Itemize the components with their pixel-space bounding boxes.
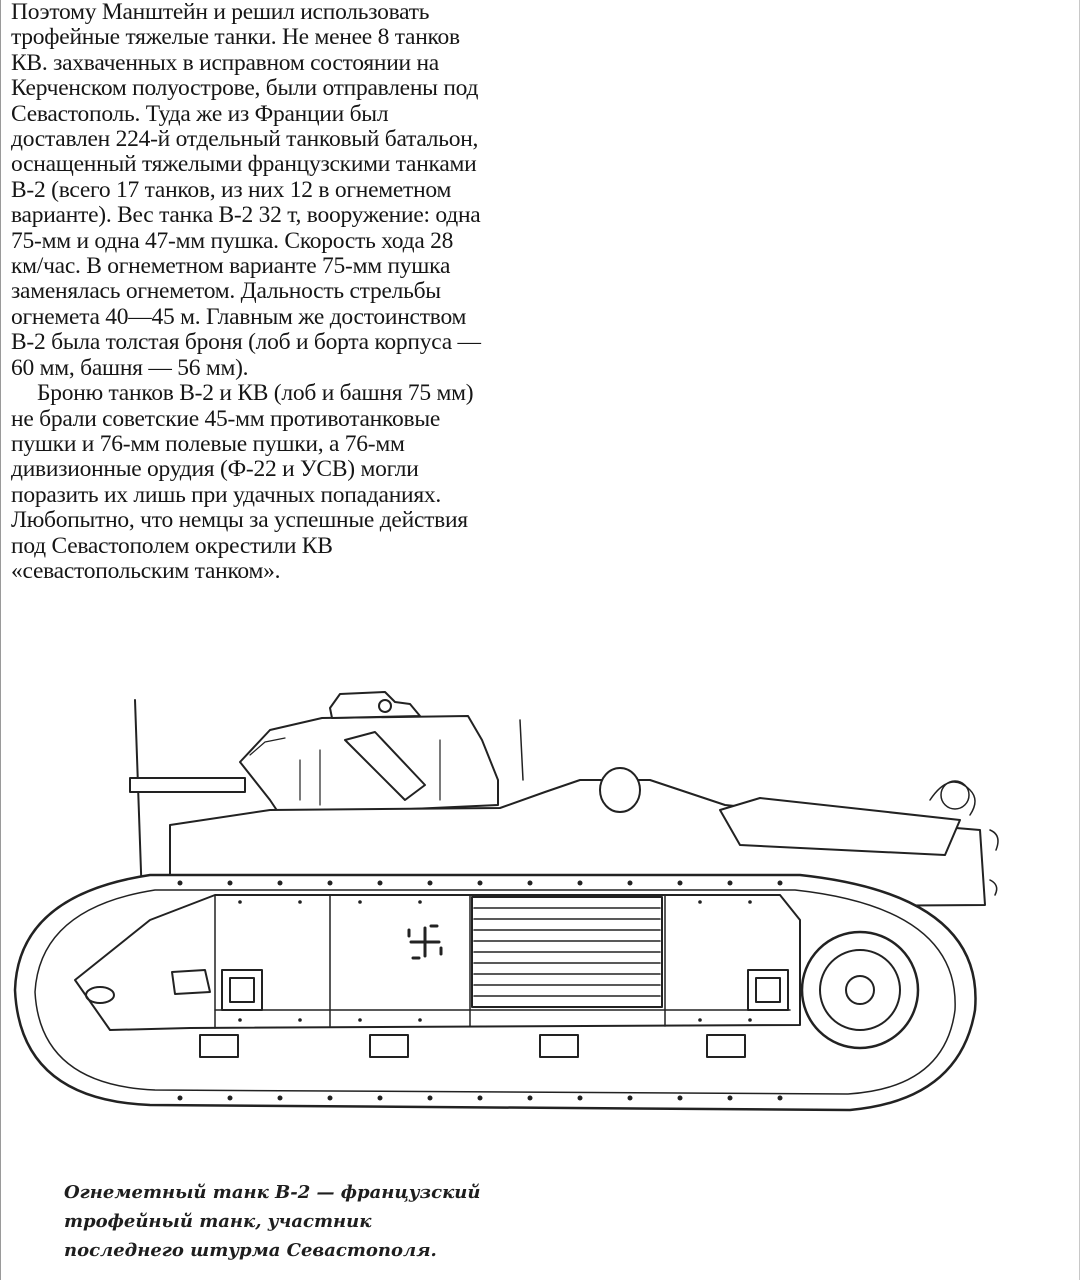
paragraph-2: Броню танков В-2 и КВ (лоб и башня 75 мм) не брали советские 45-мм противотанковые пушки и 76-мм полевые пушки, а 76-мм дивизионные орудия (Ф-22 и УСВ) могли поразить их лишь при удачных попаданиях. Любопытно, что немцы за успешные действия под Севастополем окрестили КВ «севастопольским танком». (11, 380, 474, 584)
cupola (330, 692, 420, 718)
tank-drawing (0, 680, 1080, 1140)
gun-barrel (130, 778, 245, 792)
flamethrower-tank (600, 768, 640, 812)
article-text (11, 0, 481, 584)
tank-illustration (0, 680, 1080, 1140)
antenna-front (135, 700, 142, 900)
side-door (172, 970, 210, 994)
antenna-rear (520, 720, 523, 780)
figure-caption: Огнеметный танк В-2 — французский трофейный танк, участник последнего штурма Севастополя. (64, 1182, 481, 1261)
turret (240, 692, 498, 815)
paragraph-1: Поэтому Манштейн и решил использовать трофейные тяжелые танки. Не менее 8 танков КВ. захваченных в исправном состоянии на Керченском полуострове, были отправлены под Севастополь. Туда же из Франции был доставлен 224-й отдельный танковый батальон, оснащенный тяжелыми французскими танками В-2 (всего 17 танков, из них 12 в огнеметном варианте). Вес танка В-2 32 т, вооружение: одна 75-мм и одна 47-мм пушка. Скорость хода 28 км/час. В огнеметном варианте 75-мм пушка заменялась огнеметом. Дальность стрельбы огнемета 40—45 м. Главным же достоинством В-2 была толстая броня (лоб и борта корпуса — 60 мм, башня — 56 мм). (11, 0, 481, 381)
rear-deck-box (720, 798, 960, 855)
drive-sprocket (802, 932, 918, 1048)
